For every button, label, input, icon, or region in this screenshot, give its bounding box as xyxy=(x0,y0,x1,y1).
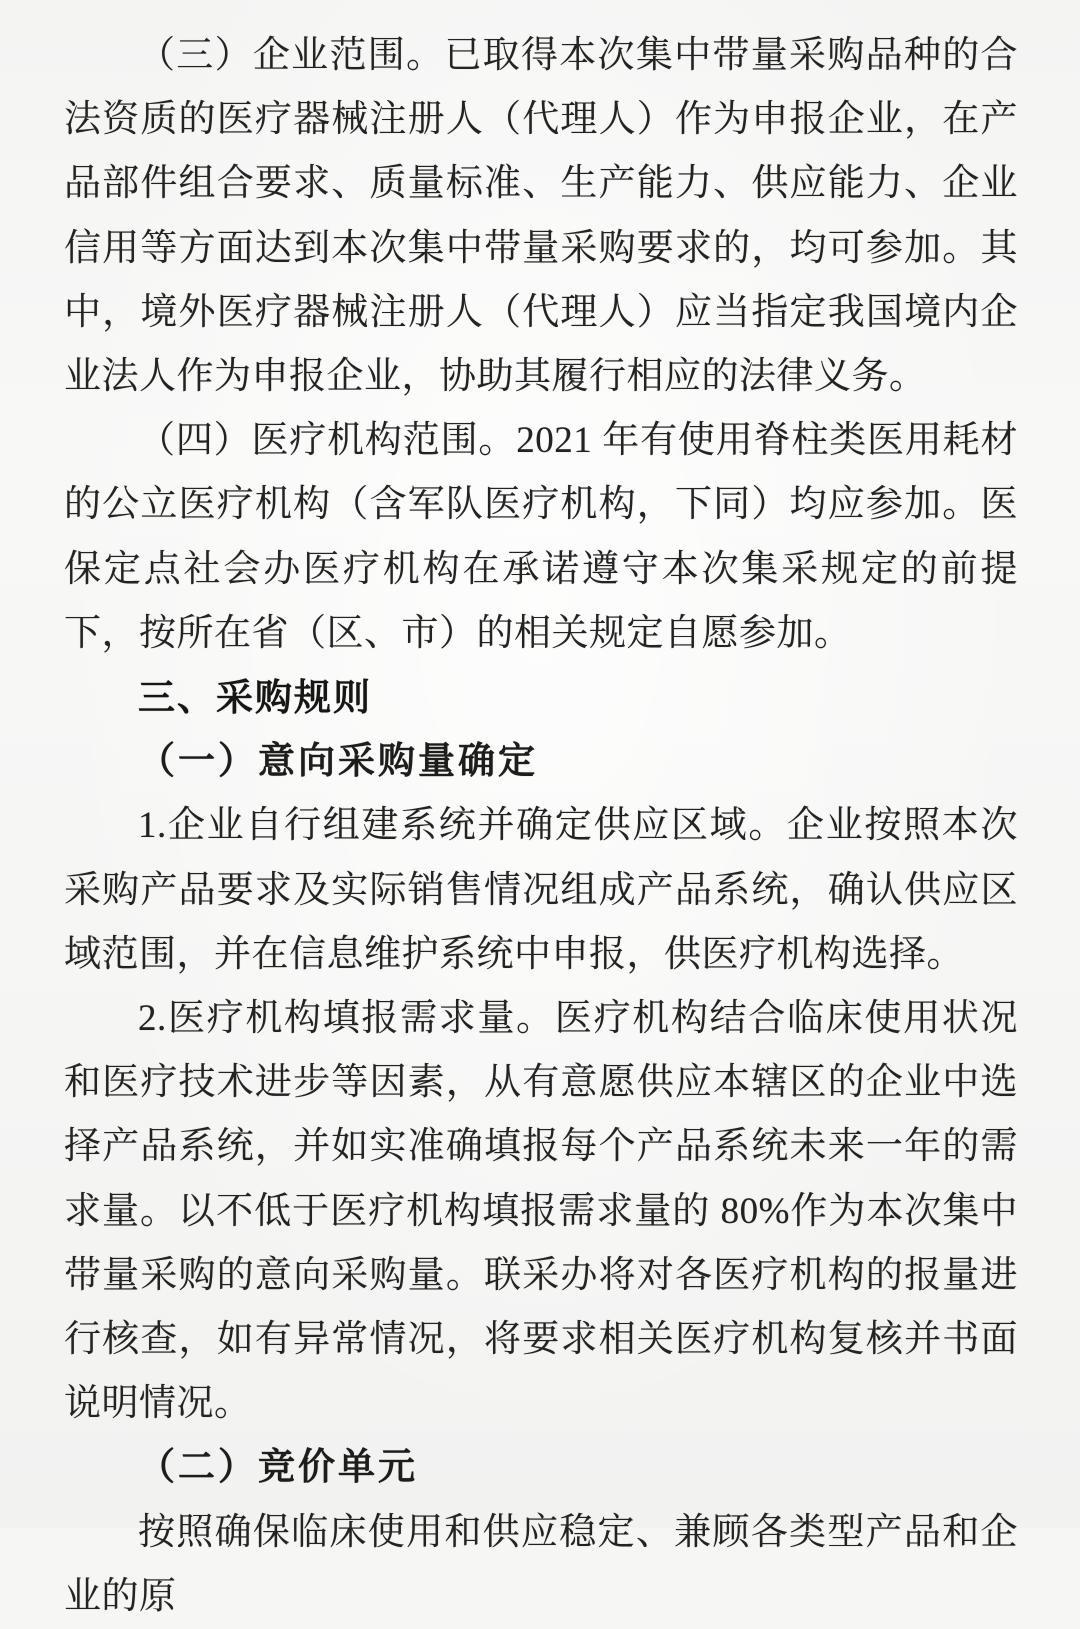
paragraph: （三）企业范围。已取得本次集中带量采购品种的合法资质的医疗器械注册人（代理人）作为申报企业，在产品部件组合要求、质量标准、生产能力、供应能力、企业信用等方面达到本次集中带量采购要求的，均可参加。其中，境外医疗器械注册人（代理人）应当指定我国境内企业法人作为申报企业，协助其履行相应的法律义务。 xyxy=(64,35,1018,398)
section-heading: （二）竞价单元 xyxy=(138,1447,418,1489)
paragraph: 2.医疗机构填报需求量。医疗机构结合临床使用状况和医疗技术进步等因素，从有意愿供应本辖区的企业中选择产品系统，并如实准确填报每个产品系统未来一年的需求量。以不低于医疗机构填报需求量的 80%作为本次集中带量采购的意向采购量。联采办将对各医疗机构的报量进行核查，如有异常情况，将要求相关医疗机构复核并书面说明情况。 xyxy=(64,998,1018,1425)
section-heading: 三、采购规则 xyxy=(138,677,372,719)
section-heading: （一）意向采购量确定 xyxy=(138,741,538,783)
document-body xyxy=(64,24,1018,1629)
paragraph: （四）医疗机构范围。2021 年有使用脊柱类医用耗材的公立医疗机构（含军队医疗机构，下同）均应参加。医保定点社会办医疗机构在承诺遵守本次集采规定的前提下，按所在省（区、市）的相关规定自愿参加。 xyxy=(64,420,1018,654)
paragraph: 按照确保临床使用和供应稳定、兼顾各类型产品和企业的原 xyxy=(64,1511,1018,1617)
paragraph: 1.企业自行组建系统并确定供应区域。企业按照本次采购产品要求及实际销售情况组成产品系统，确认供应区域范围，并在信息维护系统中申报，供医疗机构选择。 xyxy=(64,805,1018,975)
